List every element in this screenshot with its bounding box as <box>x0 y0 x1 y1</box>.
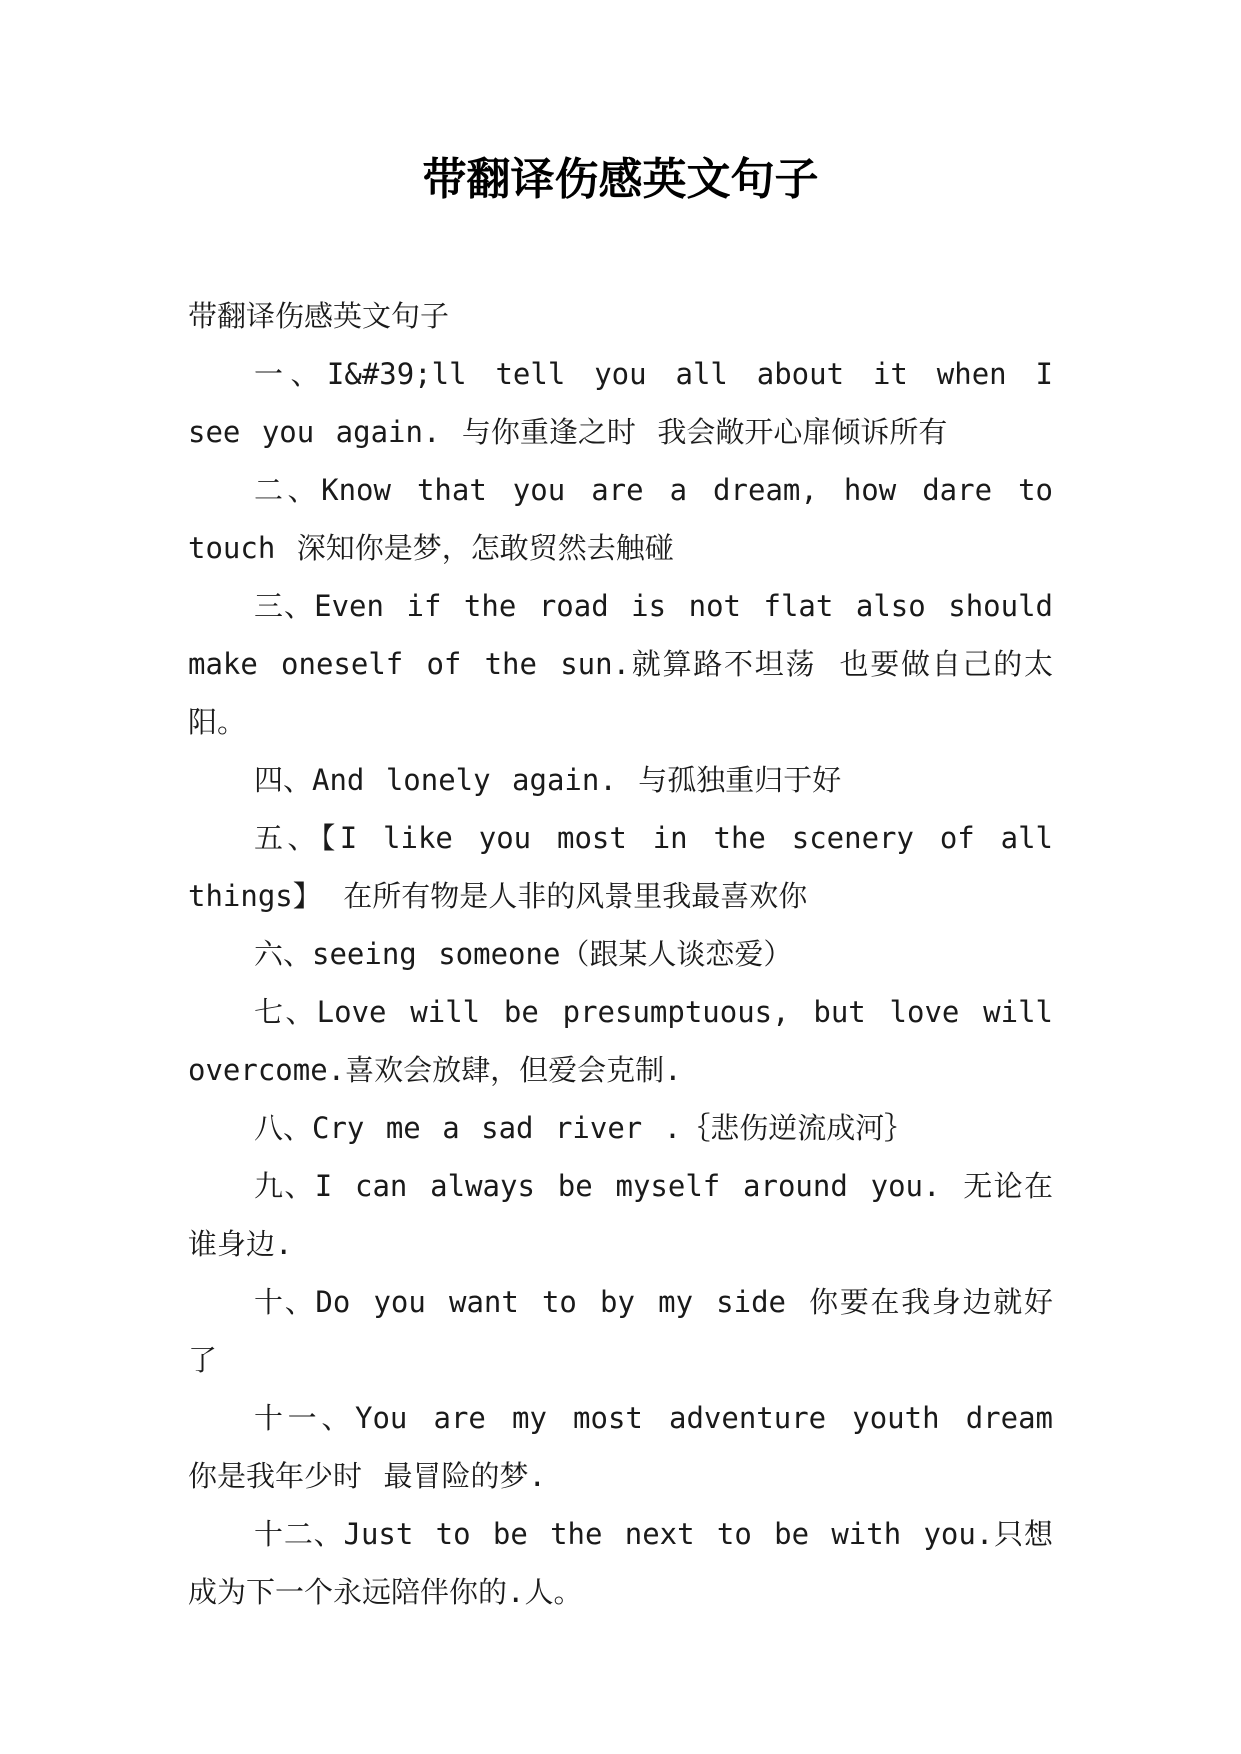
sentence-item-1: 一、I&#39;ll tell you all about it when I see you again. 与你重逢之时 我会敞开心扉倾诉所有 <box>188 357 1053 449</box>
sentence-item-8: 八、Cry me a sad river .｛悲伤逆流成河｝ <box>254 1111 914 1145</box>
document-title: 带翻译伤感英文句子 <box>422 154 819 205</box>
document-body <box>188 287 1053 1621</box>
sentence-item-12: 十二、Just to be the next to be with you.只想成为下一个永远陪伴你的.人。 <box>188 1517 1053 1609</box>
sentence-item-4: 四、And lonely again. 与孤独重归于好 <box>254 763 842 797</box>
sentence-item-7: 七、Love will be presumptuous, but love will overcome.喜欢会放肆，但爱会克制. <box>188 995 1053 1087</box>
sentence-item-3: 三、Even if the road is not flat also should make oneself of the sun.就算路不坦荡 也要做自己的太阳。 <box>188 589 1053 739</box>
sentence-item-6: 六、seeing someone（跟某人谈恋爱） <box>254 937 793 971</box>
sentence-item-2: 二、Know that you are a dream, how dare to touch 深知你是梦，怎敢贸然去触碰 <box>188 473 1053 565</box>
sentence-item-10: 十、Do you want to by my side 你要在我身边就好了 <box>188 1285 1053 1377</box>
sentence-item-9: 九、I can always be myself around you. 无论在谁身边. <box>188 1169 1053 1261</box>
document-subtitle: 带翻译伤感英文句子 <box>188 299 450 333</box>
sentence-item-11: 十一、You are my most adventure youth dream 你是我年少时 最冒险的梦. <box>188 1401 1053 1493</box>
sentence-item-5: 五、【I like you most in the scenery of all things】 在所有物是人非的风景里我最喜欢你 <box>188 821 1053 913</box>
